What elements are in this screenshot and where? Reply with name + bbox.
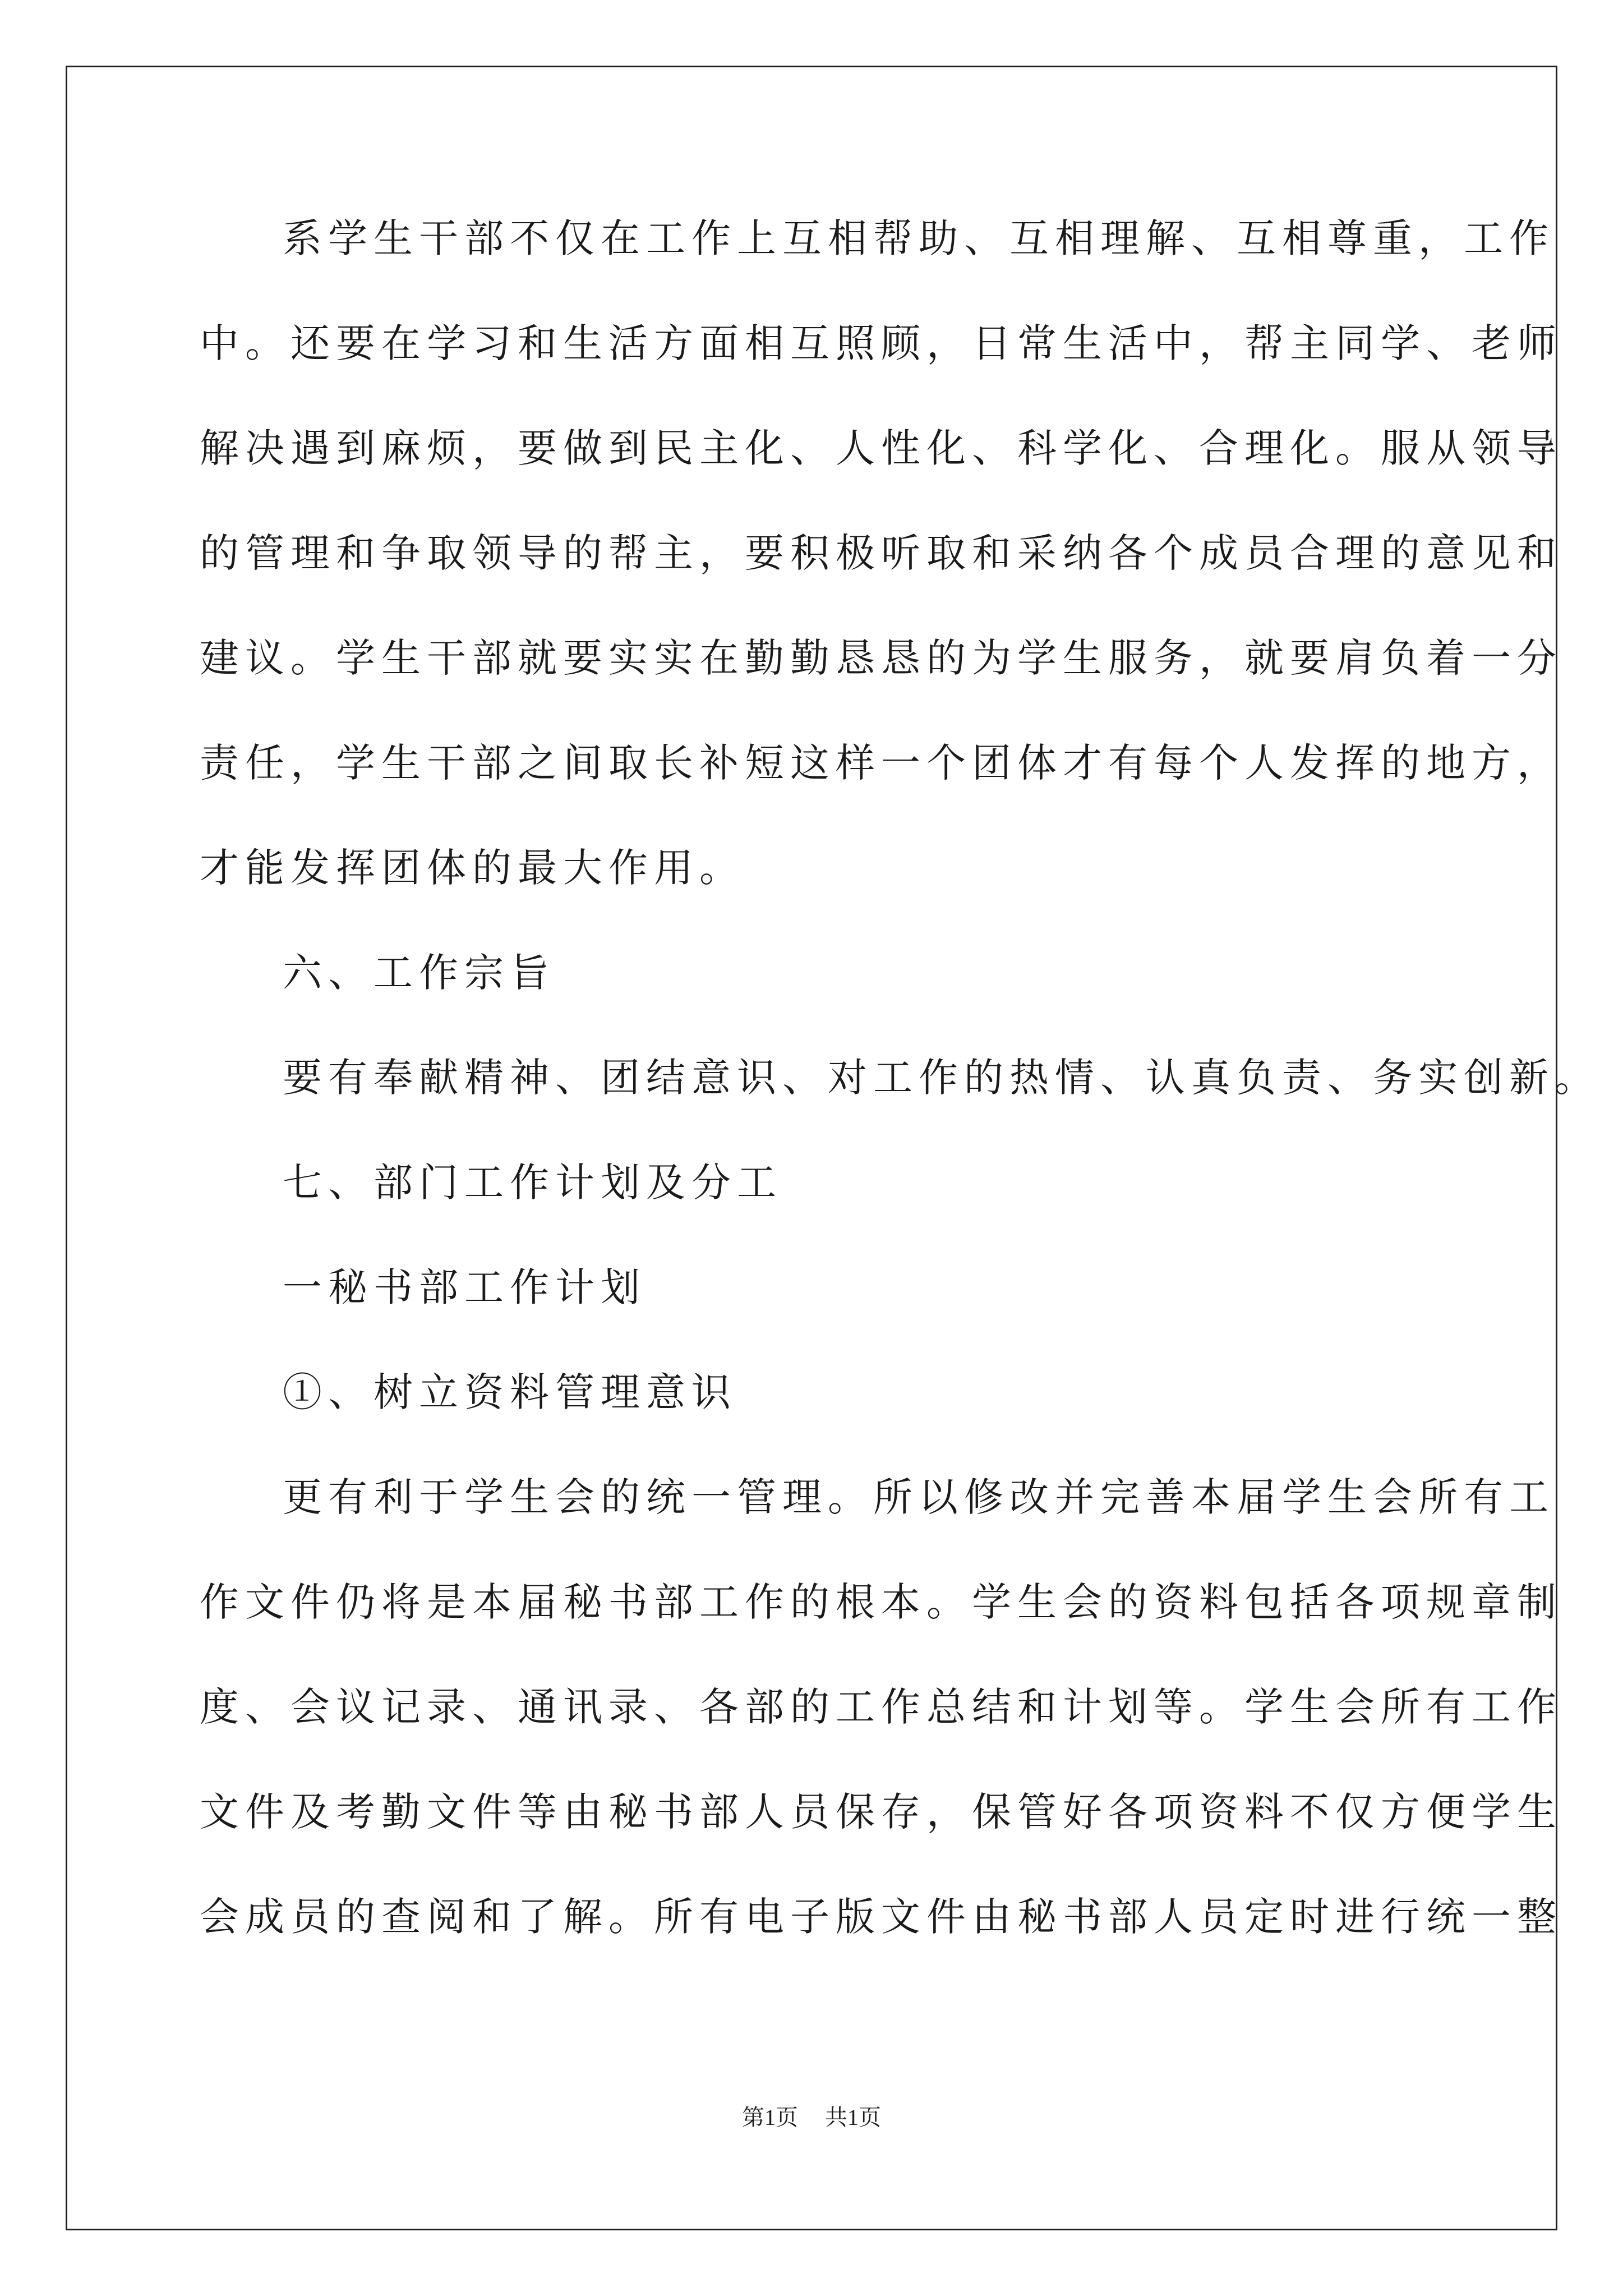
- paragraph-line: 系学生干部不仅在工作上互相帮助、互相理解、互相尊重，工作: [283, 215, 1555, 261]
- paragraph-line: 中。还要在学习和生活方面相互照顾，日常生活中，帮主同学、老师: [200, 320, 1562, 366]
- paragraph-line: 要有奉献精神、团结意识、对工作的热情、认真负责、务实创新。: [283, 1055, 1600, 1101]
- subsection-heading: 一秘书部工作计划: [283, 1264, 646, 1310]
- paragraph-line: 度、会议记录、通讯录、各部的工作总结和计划等。学生会所有工作: [200, 1684, 1562, 1730]
- section-heading: 七、部门工作计划及分工: [283, 1159, 782, 1205]
- paragraph-line: 建议。学生干部就要实实在勤勤恳恳的为学生服务，就要肩负着一分: [200, 635, 1562, 681]
- paragraph-line: 责任，学生干部之间取长补短这样一个团体才有每个人发挥的地方，: [200, 740, 1562, 786]
- paragraph-line: 文件及考勤文件等由秘书部人员保存，保管好各项资料不仅方便学生: [200, 1789, 1562, 1835]
- page-footer: [0, 2101, 1623, 2134]
- paragraph-line: 才能发挥团体的最大作用。: [200, 845, 745, 891]
- paragraph-line: 解决遇到麻烦，要做到民主化、人性化、科学化、合理化。服从领导: [200, 425, 1562, 471]
- paragraph-line: 更有利于学生会的统一管理。所以修改并完善本届学生会所有工: [283, 1474, 1555, 1520]
- section-heading: 六、工作宗旨: [283, 950, 555, 996]
- paragraph-line: 的管理和争取领导的帮主，要积极听取和采纳各个成员合理的意见和: [200, 530, 1562, 576]
- page-number: 第1页: [742, 2105, 798, 2130]
- page-total: 共1页: [825, 2105, 881, 2130]
- paragraph-line: 会成员的查阅和了解。所有电子版文件由秘书部人员定时进行统一整: [200, 1894, 1562, 1940]
- paragraph-line: 作文件仍将是本届秘书部工作的根本。学生会的资料包括各项规章制: [200, 1579, 1562, 1625]
- subsection-heading: ①、树立资料管理意识: [283, 1369, 737, 1415]
